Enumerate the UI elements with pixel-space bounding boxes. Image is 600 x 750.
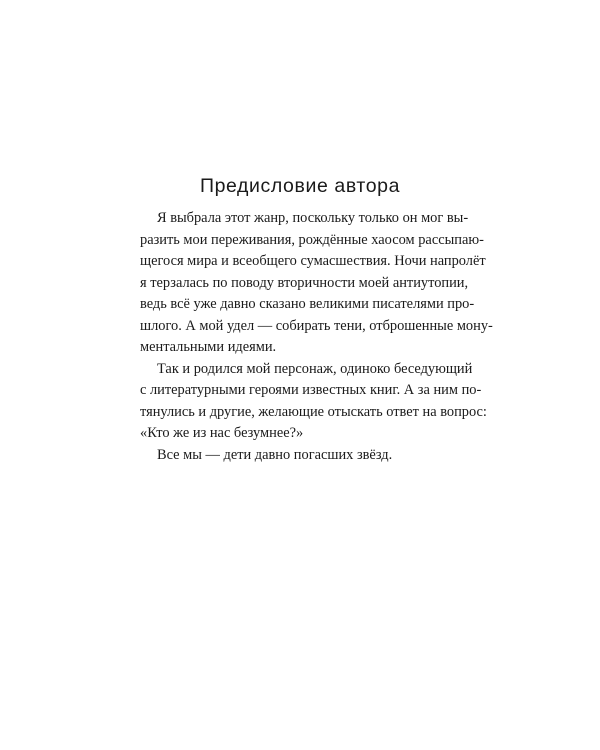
- text-line: Я выбрала этот жанр, поскольку только он мог вы-: [157, 210, 469, 226]
- text-line: Все мы — дети давно погасших звёзд.: [157, 446, 393, 463]
- text-line: Так и родился мой персонаж, одиноко беседующий: [157, 360, 473, 377]
- text-line: «Кто же из нас безумнее?»: [140, 425, 304, 441]
- text-line: я терзалась по поводу вторичности моей антиутопии,: [140, 274, 469, 291]
- text-line: с литературными героями известных книг. А за ним по-: [140, 382, 482, 398]
- page-title: Предисловие автора: [199, 175, 401, 197]
- text-line: тянулись и другие, желающие отыскать ответ на вопрос:: [140, 403, 487, 420]
- text-line: ведь всё уже давно сказано великими писателями про-: [140, 296, 475, 312]
- text-line: ментальными идеями.: [140, 339, 277, 355]
- text-line: шлого. А мой удел — собирать тени, отброшенные мону-: [140, 317, 493, 334]
- text-line: разить мои переживания, рождённые хаосом рассыпаю-: [140, 231, 484, 248]
- text-line: щегося мира и всеобщего сумасшествия. Ночи напролёт: [140, 253, 486, 269]
- preface-text: [140, 208, 493, 466]
